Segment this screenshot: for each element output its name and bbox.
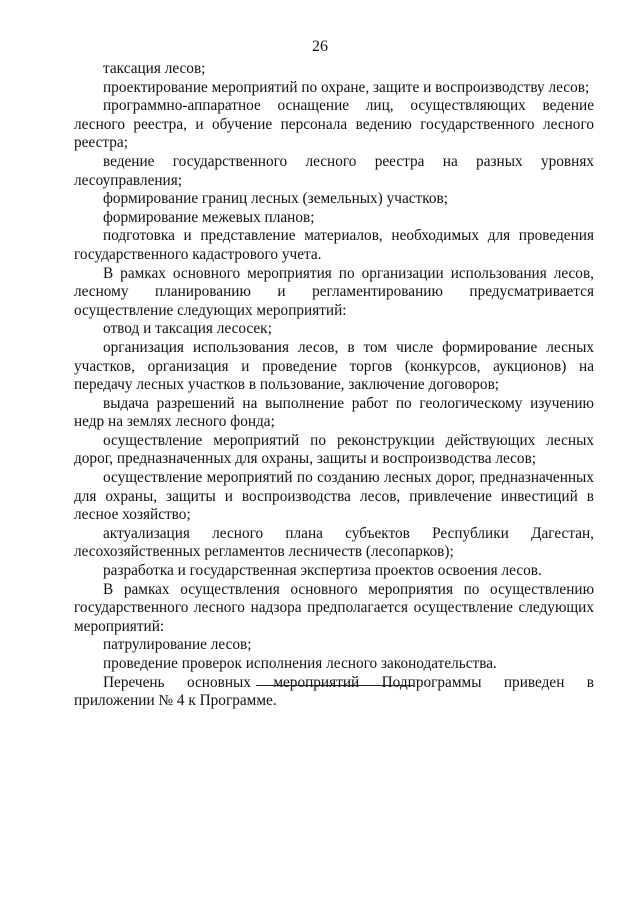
paragraph: актуализация лесного плана субъектов Республики Дагестан, лесохозяйственных регламентов лесничеств (лесопарков); [74,524,594,561]
final-paragraph-line-2: приложении № 4 к Программе. [74,692,277,710]
paragraph: ведение государственного лесного реестра на разных уровнях лесоуправления; [74,152,594,189]
paragraph: патрулирование лесов; [103,636,252,654]
paragraph: организация использования лесов, в том числе формирование лесных участков, организация и проведение торгов (конкурсов, аукционов) на передачу лесных участков в пользование, заключение договоров; [74,338,594,394]
paragraph: формирование межевых планов; [103,208,315,226]
paragraph: формирование границ лесных (земельных) участков; [103,190,448,208]
paragraph: разработка и государственная экспертиза проектов освоения лесов. [103,562,542,580]
paragraph: В рамках осуществления основного мероприятия по осуществлению государственного лесного надзора предполагается осуществление следующих мероприятий: [74,580,594,635]
paragraph: программно-аппаратное оснащение лиц, осуществляющих ведение лесного реестра, и обучение персонала ведению государственного лесного реестра; [74,97,594,152]
document-body [74,60,594,711]
final-paragraph-line-1: Перечень основных мероприятий Подпрограммы приведен в [103,673,594,691]
paragraph: таксация лесов; [103,60,206,77]
paragraph: В рамках основного мероприятия по организации использования лесов, лесному планированию и регламентированию предусматривается осуществление следующих мероприятий: [74,264,594,319]
paragraph: выдача разрешений на выполнение работ по геологическому изучению недр на землях лесного фонда; [74,394,594,431]
paragraph: проведение проверок исполнения лесного законодательства. [103,655,497,672]
paragraph: подготовка и представление материалов, необходимых для проведения государственного кадастрового учета. [74,227,594,263]
paragraph: осуществление мероприятий по созданию лесных дорог, предназначенных для охраны, защиты и воспроизводства лесов, привлечение инвестиций в лесное хозяйство; [74,469,594,524]
end-divider-line [256,685,413,686]
paragraph: проектирование мероприятий по охране, защите и воспроизводству лесов; [103,78,590,96]
page-number: 26 [312,38,328,55]
paragraph: отвод и таксация лесосек; [103,320,272,338]
paragraph: осуществление мероприятий по реконструкции действующих лесных дорог, предназначенных для охраны, защиты и воспроизводства лесов; [74,431,594,468]
